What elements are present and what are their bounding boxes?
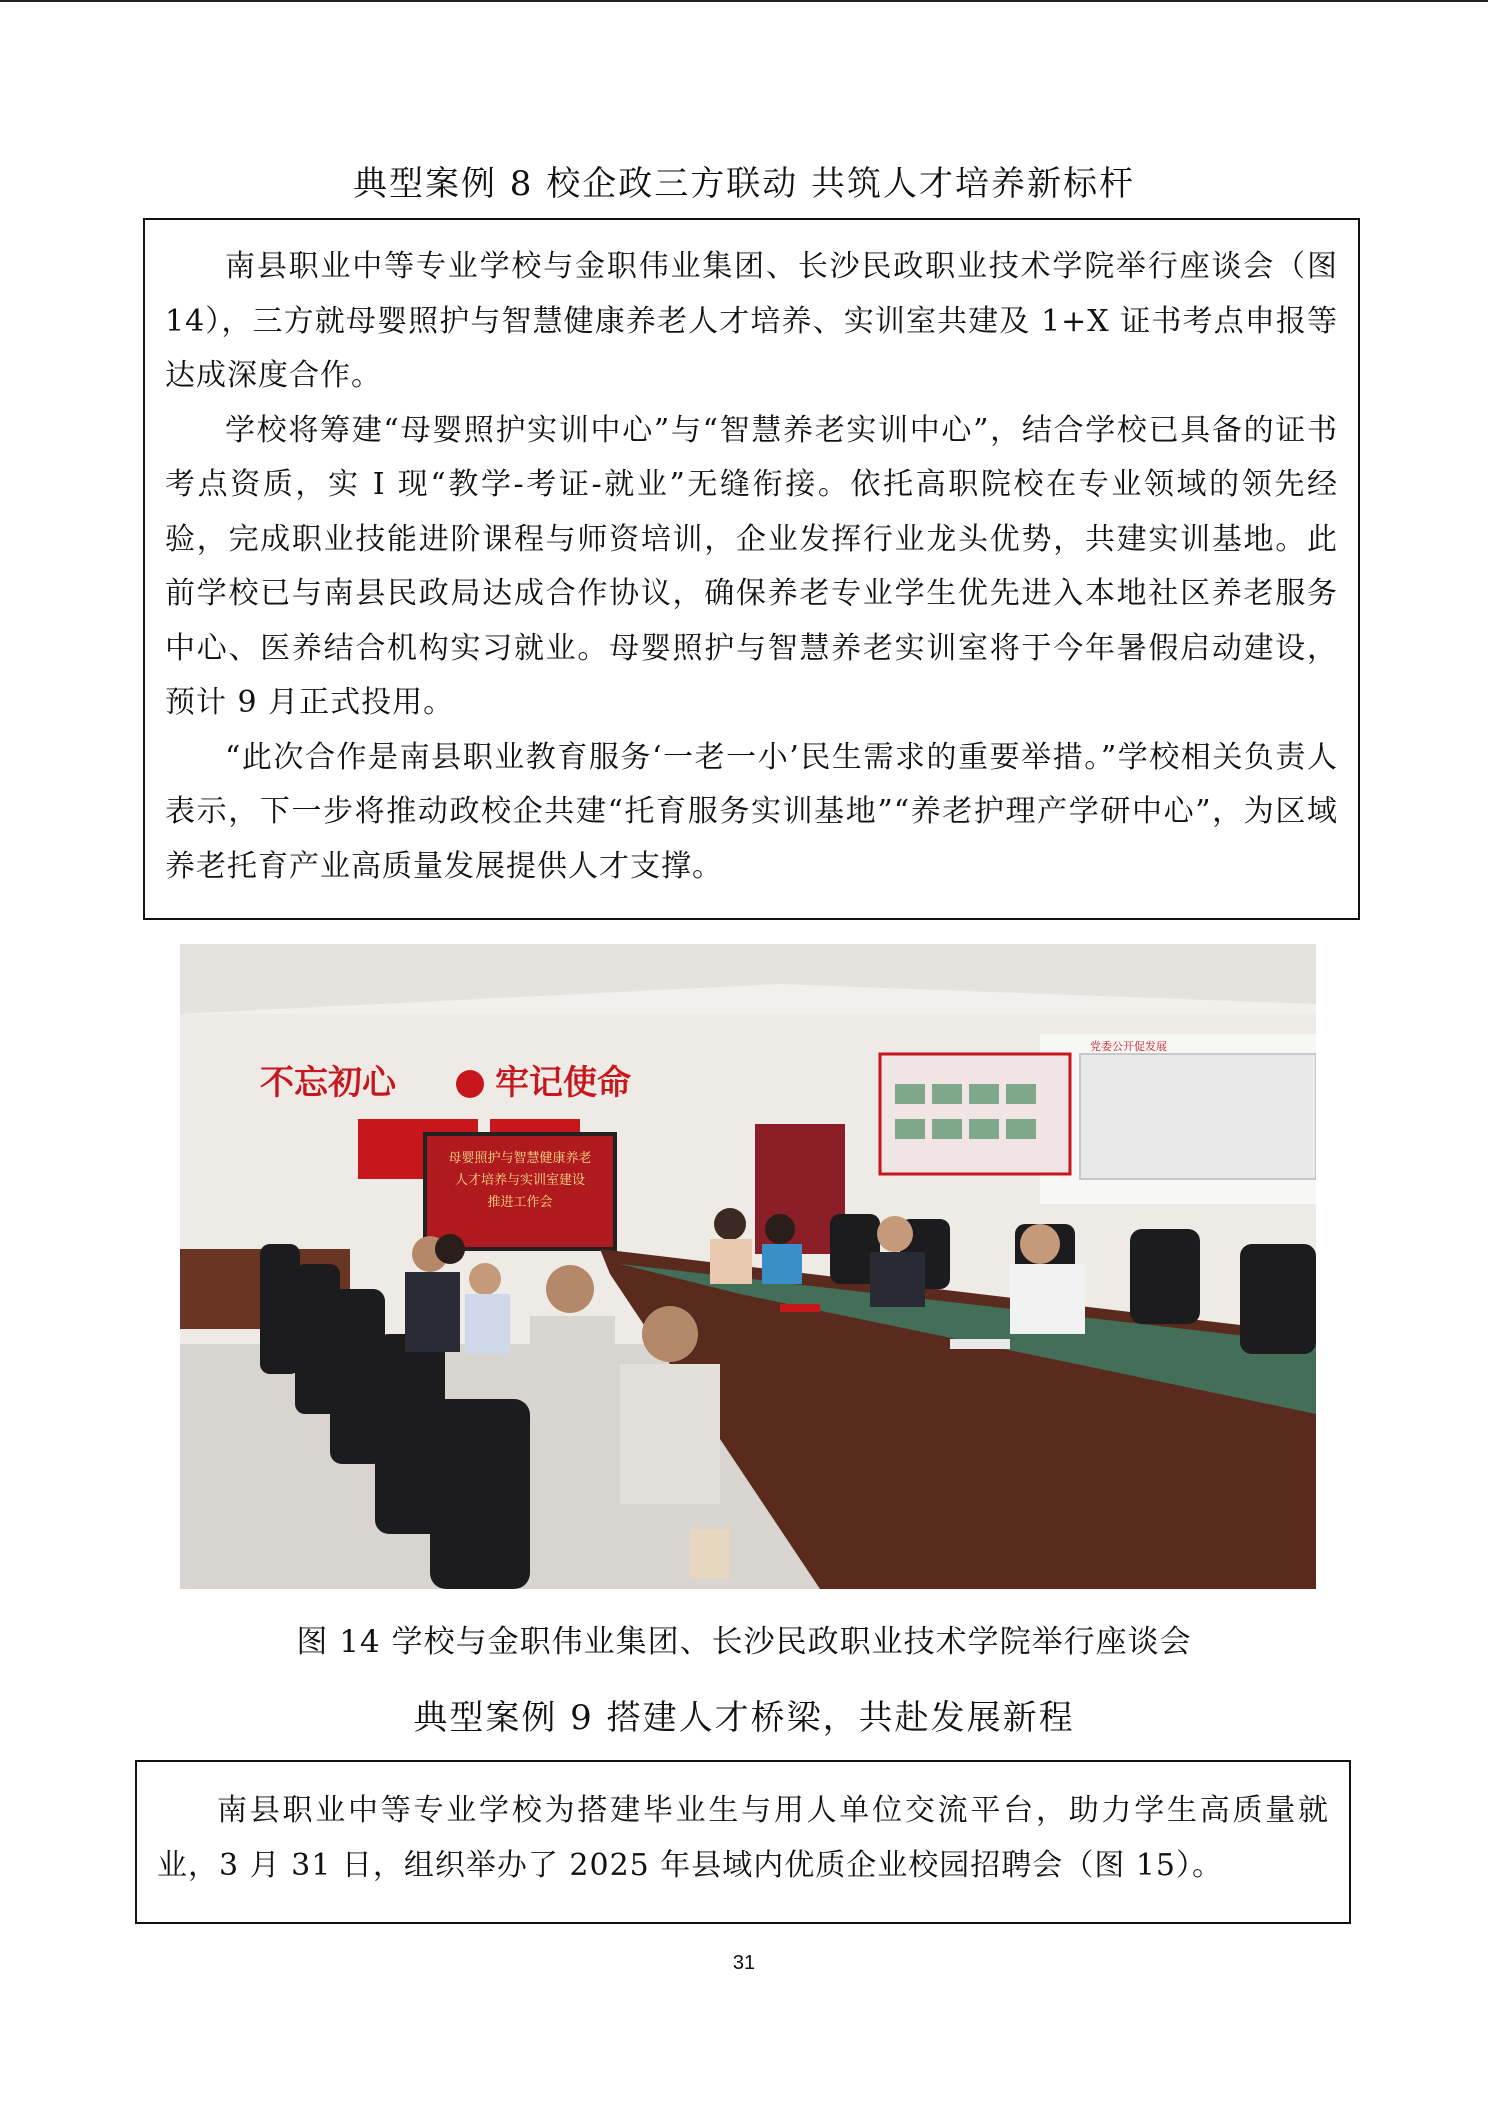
case9-paragraph-1: 南县职业中等专业学校为搭建毕业生与用人单位交流平台，助力学生高质量就业，3 月 31 日，组织举办了 2025 年县域内优质企业校园招聘会（图 15）。 (157, 1793, 1329, 1883)
party-emblem-icon (456, 1070, 484, 1098)
board-title: 党委公开促发展 (1090, 1040, 1167, 1053)
screen-line-3: 推进工作会 (487, 1195, 553, 1210)
wall-slogan-left: 不忘初心 (260, 1063, 396, 1103)
screen-line-1: 母婴照护与智慧健康养老 (448, 1151, 592, 1166)
case9-textbox (135, 1760, 1351, 1924)
screen-line-2: 人才培养与实训室建设 (454, 1173, 586, 1188)
page-number: 31 (732, 1952, 756, 1974)
case8-textbox (143, 218, 1360, 920)
figure-14-caption: 图 14 学校与金职伟业集团、长沙民政职业技术学院举行座谈会 (296, 1624, 1192, 1660)
case8-title: 典型案例 8 校企政三方联动 共筑人才培养新标杆 (352, 164, 1136, 204)
case8-paragraph-1: 南县职业中等专业学校与金职伟业集团、长沙民政职业技术学院举行座谈会（图 14），三方就母婴照护与智慧健康养老人才培养、实训室共建及 1+X 证书考点申报等达成深度合作。 (165, 249, 1338, 393)
top-border-line (0, 0, 1488, 2)
case8-paragraph-2: 学校将筹建“母婴照护实训中心”与“智慧养老实训中心”，结合学校已具备的证书考点资质，实 I 现“教学-考证-就业”无缝衔接。依托高职院校在专业领域的领先经验，完成职业技能进阶课程与师资培训，企业发挥行业龙头优势，共建实训基地。此前学校已与南县民政局达成合作协议，确保养老专业学生优先进入本地社区养老服务中心、医养结合机构实习就业。母婴照护与智慧养老实训室将于今年暑假启动建设，预计 9 月正式投用。 (165, 412, 1338, 720)
case9-title: 典型案例 9 搭建人才桥梁，共赴发展新程 (413, 1698, 1075, 1738)
meeting-photo (180, 944, 1316, 1589)
wall-slogan-right: 牢记使命 (495, 1063, 631, 1103)
notice-board (880, 1054, 1070, 1174)
case8-paragraph-3: “此次合作是南县职业教育服务‘一老一小’民生需求的重要举措。”学校相关负责人表示，下一步将推动政校企共建“托育服务实训基地”“养老护理产学研中心”，为区域养老托育产业高质量发展提供人才支撑。 (165, 739, 1338, 884)
